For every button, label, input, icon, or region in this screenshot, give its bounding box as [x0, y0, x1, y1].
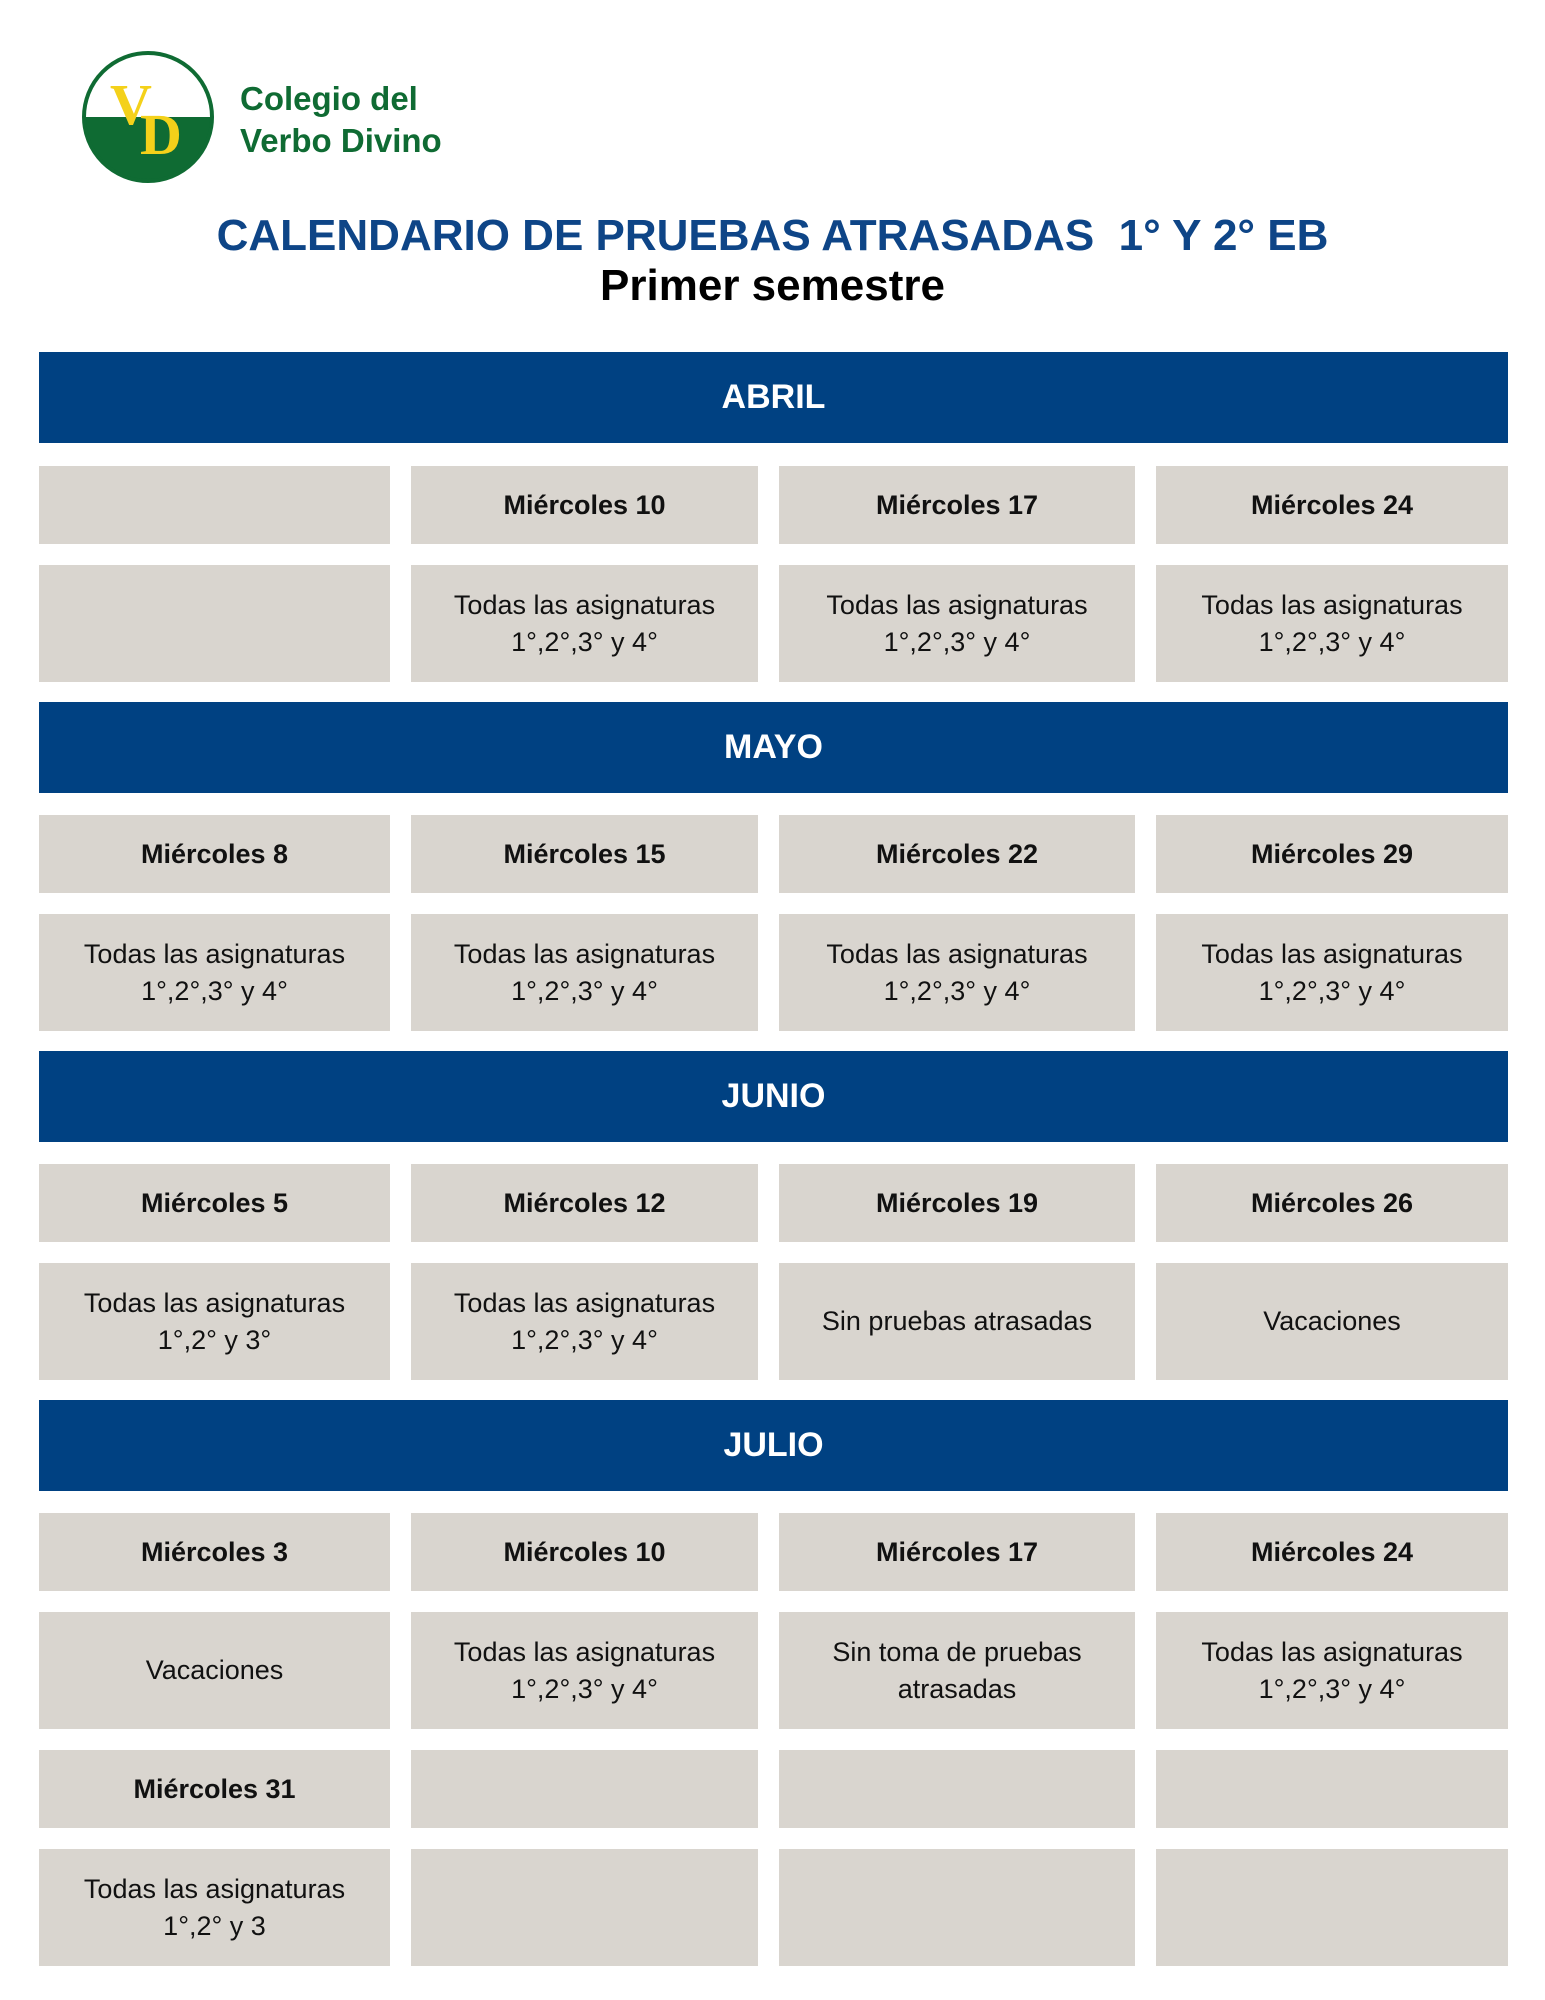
logo-v: V — [110, 72, 152, 137]
month-header-julio: JULIO — [39, 1400, 1508, 1491]
description-cell — [39, 565, 390, 682]
description-cell: Todas las asignaturas 1°,2°,3° y 4° — [411, 1612, 758, 1729]
date-cell: Miércoles 22 — [779, 815, 1135, 893]
school-name-line2: Verbo Divino — [240, 122, 442, 159]
description-cell: Todas las asignaturas 1°,2°,3° y 4° — [411, 914, 758, 1031]
school-name-line1: Colegio del — [240, 80, 418, 117]
date-cell — [411, 1750, 758, 1828]
description-cell — [779, 1849, 1135, 1966]
date-cell — [779, 1750, 1135, 1828]
date-cell: Miércoles 12 — [411, 1164, 758, 1242]
description-cell: Todas las asignaturas 1°,2° y 3 — [39, 1849, 390, 1966]
date-cell: Miércoles 17 — [779, 1513, 1135, 1591]
description-cell: Todas las asignaturas 1°,2°,3° y 4° — [39, 914, 390, 1031]
description-cell: Todas las asignaturas 1°,2°,3° y 4° — [1156, 914, 1508, 1031]
page-subtitle: Primer semestre — [600, 261, 945, 310]
date-cell — [1156, 1750, 1508, 1828]
date-cell: Miércoles 3 — [39, 1513, 390, 1591]
date-cell: Miércoles 8 — [39, 815, 390, 893]
date-cell: Miércoles 5 — [39, 1164, 390, 1242]
description-cell: Todas las asignaturas 1°,2°,3° y 4° — [779, 565, 1135, 682]
description-cell — [1156, 1849, 1508, 1966]
description-cell: Vacaciones — [39, 1612, 390, 1729]
date-cell: Miércoles 19 — [779, 1164, 1135, 1242]
page-header — [0, 0, 1545, 330]
date-cell: Miércoles 24 — [1156, 466, 1508, 544]
date-cell: Miércoles 26 — [1156, 1164, 1508, 1242]
month-header-mayo: MAYO — [39, 702, 1508, 793]
description-cell: Todas las asignaturas 1°,2° y 3° — [39, 1263, 390, 1380]
description-cell: Todas las asignaturas 1°,2°,3° y 4° — [411, 1263, 758, 1380]
description-cell — [411, 1849, 758, 1966]
school-logo — [81, 50, 215, 184]
date-cell: Miércoles 29 — [1156, 815, 1508, 893]
description-cell: Todas las asignaturas 1°,2°,3° y 4° — [411, 565, 758, 682]
description-cell: Vacaciones — [1156, 1263, 1508, 1380]
date-cell: Miércoles 10 — [411, 466, 758, 544]
description-cell: Sin toma de pruebas atrasadas — [779, 1612, 1135, 1729]
date-cell — [39, 466, 390, 544]
date-cell: Miércoles 24 — [1156, 1513, 1508, 1591]
date-cell: Miércoles 15 — [411, 815, 758, 893]
description-cell: Todas las asignaturas 1°,2°,3° y 4° — [1156, 1612, 1508, 1729]
description-cell: Todas las asignaturas 1°,2°,3° y 4° — [779, 914, 1135, 1031]
date-cell: Miércoles 10 — [411, 1513, 758, 1591]
description-cell: Todas las asignaturas 1°,2°,3° y 4° — [1156, 565, 1508, 682]
description-cell: Sin pruebas atrasadas — [779, 1263, 1135, 1380]
date-cell: Miércoles 31 — [39, 1750, 390, 1828]
date-cell: Miércoles 17 — [779, 466, 1135, 544]
month-header-abril: ABRIL — [39, 352, 1508, 443]
school-name — [240, 78, 442, 162]
page-title: CALENDARIO DE PRUEBAS ATRASADAS 1° Y 2° EB — [216, 211, 1329, 260]
logo-d: D — [140, 102, 182, 167]
month-header-junio: JUNIO — [39, 1051, 1508, 1142]
